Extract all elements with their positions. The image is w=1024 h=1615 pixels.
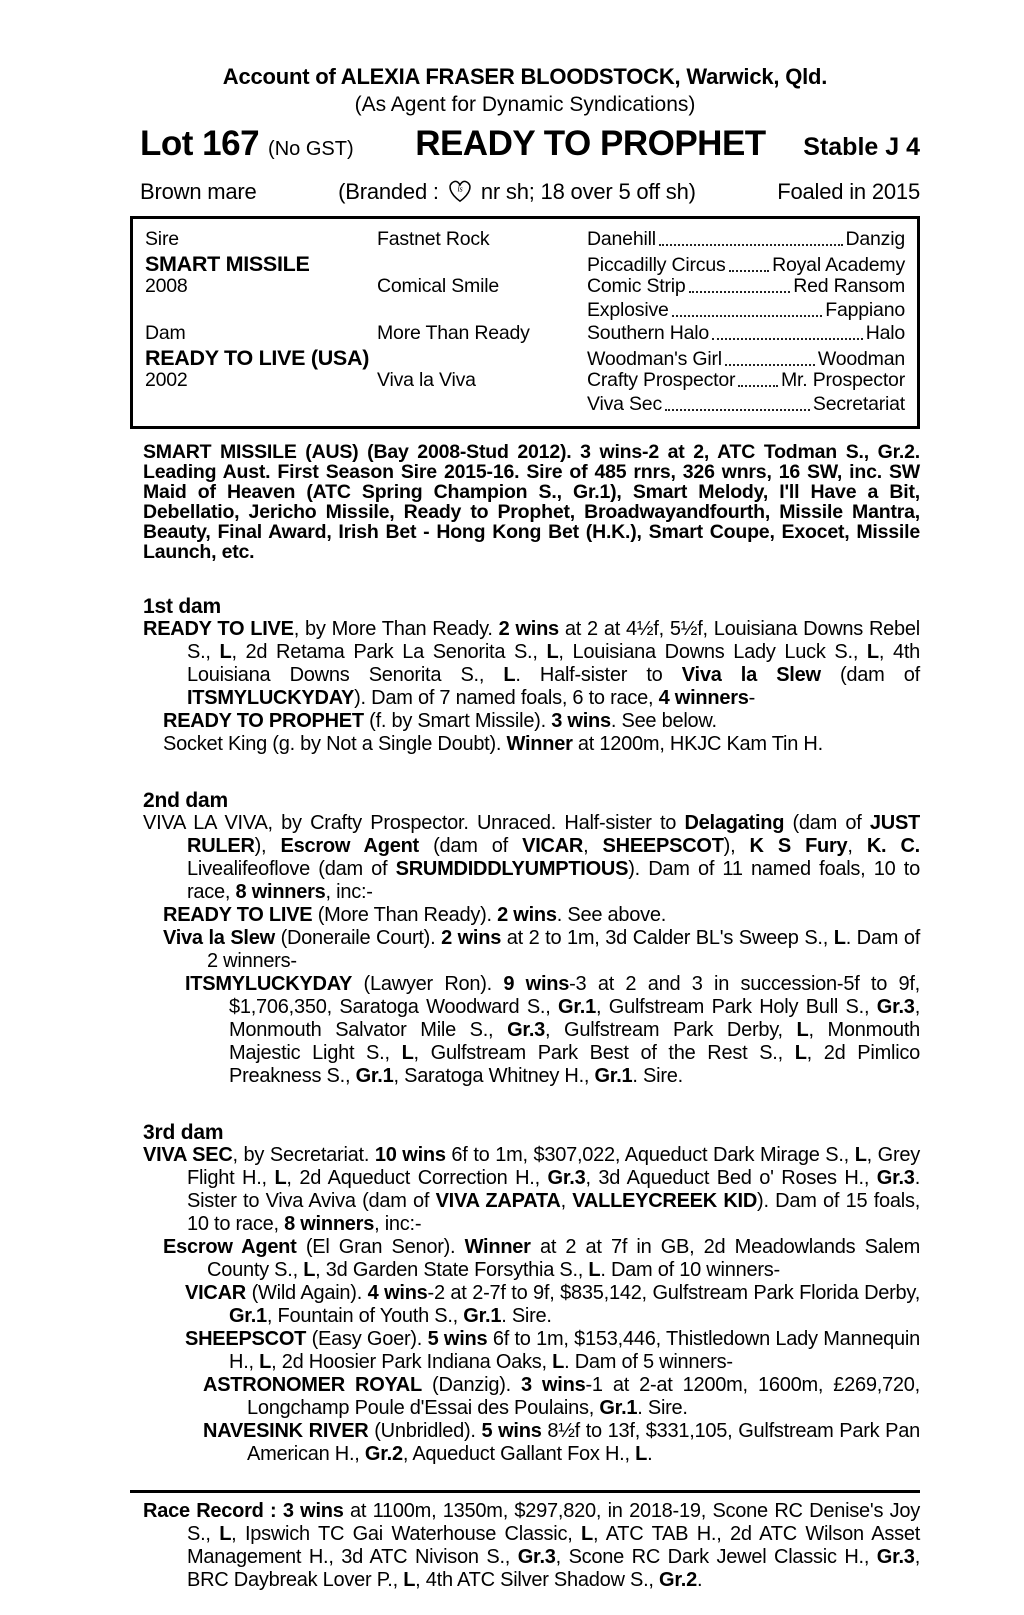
section-heading: 2nd dam xyxy=(143,789,228,812)
gen4-name: Halo xyxy=(865,322,905,344)
pedigree-gen3-4-cell xyxy=(587,369,905,392)
lot-row xyxy=(130,124,920,164)
gen3-name: Danehill xyxy=(587,228,656,250)
gen3-name: Woodman's Girl xyxy=(587,347,722,370)
sex-description: Brown mare xyxy=(140,179,257,204)
pedigree-row xyxy=(145,369,905,393)
agent-line: (As Agent for Dynamic Syndications) xyxy=(354,93,696,116)
pedigree-paragraph: ASTRONOMER ROYAL (Danzig). 3 wins-1 at 2-at 1200m, 1600m, £269,720, Longchamp Poule d'Essai des Poulains, Gr.1. Sire. xyxy=(203,1374,920,1419)
pedigree-text-block xyxy=(130,442,920,1466)
section-heading: 3rd dam xyxy=(143,1121,224,1144)
pedigree-rows xyxy=(145,228,905,416)
pedigree-gen2-cell: Comical Smile xyxy=(377,275,500,297)
foaled-year: Foaled in 2015 xyxy=(777,179,920,204)
account-line: Account of ALEXIA FRASER BLOODSTOCK, Warwick, Qld. xyxy=(222,64,828,89)
gen4-name: Danzig xyxy=(845,228,905,250)
race-record-divider xyxy=(130,1490,920,1493)
gen4-name: Woodman xyxy=(817,347,905,370)
pedigree-gen1-cell: Dam xyxy=(145,322,186,344)
brand-monogram: ls xyxy=(457,184,463,194)
dotted-leader xyxy=(659,244,843,246)
pedigree-row xyxy=(145,252,905,276)
gen4-name: Secretariat xyxy=(812,392,905,415)
pedigree-gen3-4-cell xyxy=(587,348,905,371)
dotted-leader xyxy=(689,291,791,293)
sire-summary: SMART MISSILE (AUS) (Bay 2008-Stud 2012). 3 wins-2 at 2, ATC Todman S., Gr.2. Leading Aust. First Season Sire 2015-16. Sire of 485 rnrs, 326 wnrs, 16 SW, inc. SW Maid of Heaven (ATC Spring Champion S., Gr.1), Smart Melody, I'll Have a Bit, Debellatio, Jericho Missile, Ready to Prophet, Broadwayandfourth, Missile Mantra, Beauty, Final Award, Irish Bet - Hong Kong Bet (H.K.), Smart Coupe, Exocet, Missile Launch, etc. xyxy=(143,441,920,563)
pedigree-gen2-cell: Viva la Viva xyxy=(377,369,476,391)
dotted-leader xyxy=(712,338,863,340)
pedigree-paragraph: Socket King (g. by Not a Single Doubt). Winner at 1200m, HKJC Kam Tin H. xyxy=(163,733,823,755)
lot-group xyxy=(140,124,354,164)
gen3-name: Explosive xyxy=(587,298,669,321)
pedigree-gen3-4-cell xyxy=(587,299,905,322)
gen3-name: Southern Halo xyxy=(587,322,710,344)
pedigree-gen2-cell: More Than Ready xyxy=(377,322,530,344)
dotted-leader xyxy=(665,409,810,411)
pedigree-paragraph: SHEEPSCOT (Easy Goer). 5 wins 6f to 1m, $153,446, Thistledown Lady Mannequin H., L, 2d Hoosier Park Indiana Oaks, L. Dam of 5 winners- xyxy=(185,1328,920,1373)
dam-section xyxy=(143,595,920,756)
detail-row xyxy=(130,173,920,205)
brand-suffix: nr sh; 18 over 5 off sh) xyxy=(480,179,696,204)
section-heading: 1st dam xyxy=(143,595,221,618)
pedigree-gen1-cell: 2008 xyxy=(145,275,188,297)
dotted-leader xyxy=(725,364,815,366)
pedigree-gen3-4-cell xyxy=(587,393,905,416)
pedigree-gen3-4-cell xyxy=(587,228,905,251)
pedigree-gen3-4-cell xyxy=(587,275,905,298)
pedigree-gen1-cell: 2002 xyxy=(145,369,188,391)
gen4-name: Royal Academy xyxy=(772,253,905,276)
pedigree-paragraph: READY TO PROPHET (f. by Smart Missile). 3 wins. See below. xyxy=(163,710,717,732)
heart-brand-icon xyxy=(446,178,474,204)
stable-number: Stable J 4 xyxy=(803,133,920,161)
horse-name: READY TO PROPHET xyxy=(415,124,766,163)
brand-description xyxy=(338,173,696,205)
dam-sections xyxy=(143,595,920,1466)
pedigree-table xyxy=(130,216,920,429)
pedigree-paragraph: ITSMYLUCKYDAY (Lawyer Ron). 9 wins-3 at 2 and 3 in succession-5f to 9f, $1,706,350, Saratoga Woodward S., Gr.1, Gulfstream Park Holy Bull S., Gr.3, Monmouth Salvator Mile S., Gr.3, Gulfstream Park Derby, L, Monmouth Majestic Light S., L, Gulfstream Park Best of the Rest S., L, 2d Pimlico Preakness S., Gr.1, Saratoga Whitney H., Gr.1. Sire. xyxy=(185,973,921,1087)
pedigree-paragraph: Viva la Slew (Doneraile Court). 2 wins at 2 to 1m, 3d Calder BL's Sweep S., L. Dam of 2 winners- xyxy=(163,927,921,972)
lot-number: Lot 167 xyxy=(140,124,260,163)
pedigree-paragraph: READY TO LIVE, by More Than Ready. 2 wins at 2 at 4½f, 5½f, Louisiana Downs Rebel S., L, 2d Retama Park La Senorita S., L, Louisiana Downs Lady Luck S., L, 4th Louisiana Downs Senorita S., L. Half-sister to Viva la Slew (dam of ITSMYLUCKYDAY). Dam of 7 named foals, 6 to race, 4 winners- xyxy=(143,618,920,709)
gen4-name: Red Ransom xyxy=(793,275,905,297)
pedigree-paragraph: VIVA LA VIVA, by Crafty Prospector. Unraced. Half-sister to Delagating (dam of JUST RULER), Escrow Agent (dam of VICAR, SHEEPSCOT), K S Fury, K. C. Livealifeoflove (dam of SRUMDIDDLYUMPTIOUS). Dam of 11 named foals, 10 to race, 8 winners, inc:- xyxy=(143,812,920,903)
pedigree-row xyxy=(145,275,905,299)
gst-note: (No GST) xyxy=(268,138,354,160)
brand-prefix: (Branded : xyxy=(338,179,439,204)
gen4-name: Mr. Prospector xyxy=(781,369,905,391)
pedigree-gen3-4-cell xyxy=(587,322,905,345)
gen3-name: Piccadilly Circus xyxy=(587,253,726,276)
gen3-name: Viva Sec xyxy=(587,392,663,415)
pedigree-row xyxy=(145,393,905,417)
pedigree-gen3-4-cell xyxy=(587,254,905,277)
pedigree-gen1-cell: READY TO LIVE (USA) xyxy=(145,345,370,370)
pedigree-paragraph: VICAR (Wild Again). 4 wins-2 at 2-7f to 9f, $835,142, Gulfstream Park Florida Derby, Gr.1, Fountain of Youth S., Gr.1. Sire. xyxy=(185,1282,921,1327)
dotted-leader xyxy=(729,270,770,272)
dam-section xyxy=(143,1121,920,1466)
race-record: Race Record : 3 wins at 1100m, 1350m, $297,820, in 2018-19, Scone RC Denise's Joy S., L, Ipswich TC Gai Waterhouse Classic, L, ATC TAB H., 2d ATC Wilson Asset Management H., 3d ATC Nivison S., Gr.3, Scone RC Dark Jewel Classic H., Gr.3, BRC Daybreak Lover P., L, 4th ATC Silver Shadow S., Gr.2. xyxy=(143,1500,921,1591)
gen4-name: Fappiano xyxy=(825,298,905,321)
dotted-leader xyxy=(672,315,823,317)
race-record-block xyxy=(130,1500,920,1592)
pedigree-row xyxy=(145,346,905,370)
pedigree-row xyxy=(145,322,905,346)
pedigree-gen1-cell: Sire xyxy=(145,228,179,250)
pedigree-gen2-cell: Fastnet Rock xyxy=(377,228,490,250)
gen3-name: Comic Strip xyxy=(587,275,686,297)
pedigree-gen1-cell: SMART MISSILE xyxy=(145,251,310,276)
pedigree-paragraph: NAVESINK RIVER (Unbridled). 5 wins 8½f to 13f, $331,105, Gulfstream Park Pan American H., Gr.2, Aqueduct Gallant Fox H., L. xyxy=(203,1420,921,1465)
gen3-name: Crafty Prospector xyxy=(587,369,736,391)
dam-section xyxy=(143,789,920,1088)
dotted-leader xyxy=(738,385,778,387)
pedigree-row xyxy=(145,299,905,323)
pedigree-paragraph: Escrow Agent (El Gran Senor). Winner at 2 at 7f in GB, 2d Meadowlands Salem County S., L, 3d Garden State Forsythia S., L. Dam of 10 winners- xyxy=(163,1236,921,1281)
pedigree-row xyxy=(145,228,905,252)
pedigree-paragraph: READY TO LIVE (More Than Ready). 2 wins. See above. xyxy=(163,904,667,926)
pedigree-paragraph: VIVA SEC, by Secretariat. 10 wins 6f to 1m, $307,022, Aqueduct Dark Mirage S., L, Grey Flight H., L, 2d Aqueduct Correction H., Gr.3, 3d Aqueduct Bed o' Roses H., Gr.3. Sister to Viva Aviva (dam of VIVA ZAPATA, VALLEYCREEK KID). Dam of 15 foals, 10 to race, 8 winners, inc:- xyxy=(143,1144,921,1235)
